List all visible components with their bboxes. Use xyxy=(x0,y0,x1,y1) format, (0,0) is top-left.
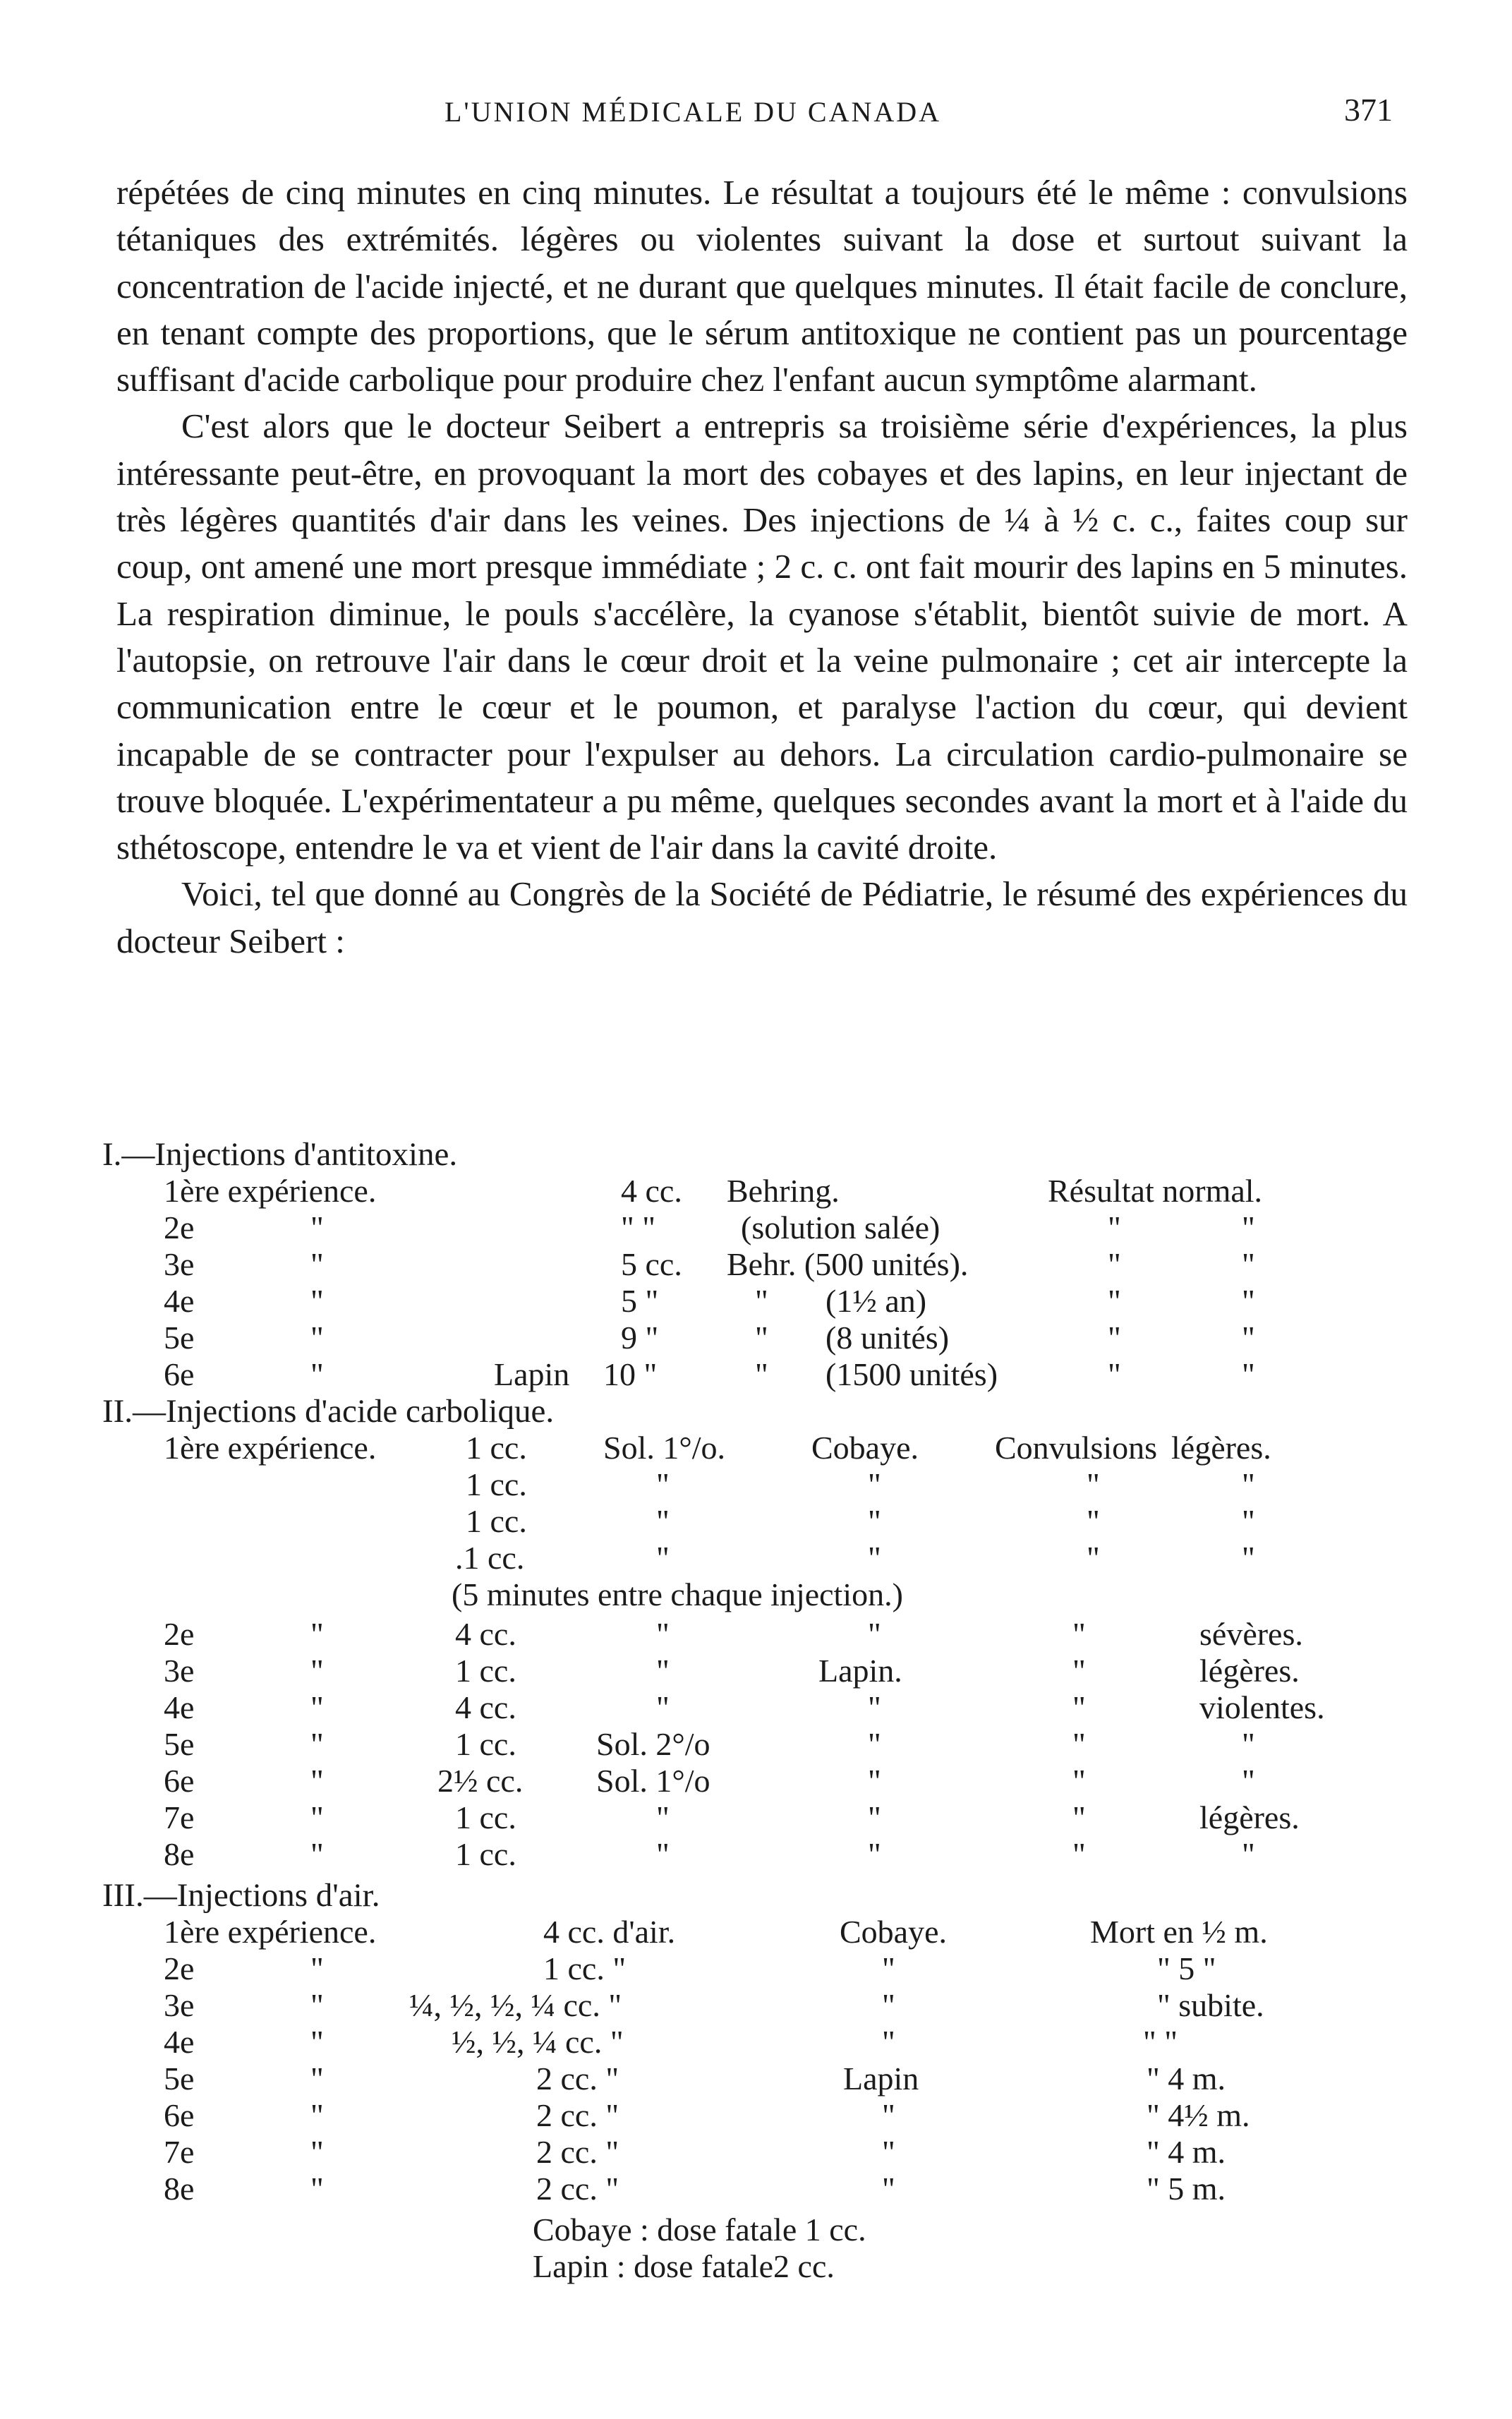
description-cell: Behring. xyxy=(727,1173,840,1209)
experience-label: 3e xyxy=(164,1987,195,2023)
result-cell: " xyxy=(1072,1726,1086,1762)
dose-cell: 9 " xyxy=(621,1320,659,1356)
ditto-mark: " xyxy=(310,2024,324,2060)
result-cell: Mort en ½ m. xyxy=(1090,1914,1268,1950)
ditto-mark: " xyxy=(310,1726,324,1762)
unit-ditto: " xyxy=(755,1320,768,1356)
animal-cell: " xyxy=(882,1987,895,2023)
solution-cell: Sol. 1°/o xyxy=(596,1763,710,1799)
ditto-mark: " xyxy=(310,1950,324,1986)
animal-cell: " xyxy=(868,1763,881,1799)
experience-label: 7e xyxy=(164,1799,195,1835)
result-cell: " xyxy=(1108,1246,1121,1282)
ditto-mark: " xyxy=(310,1616,324,1652)
experience-label: 1ère expérience. xyxy=(164,1430,377,1466)
page-number: 371 xyxy=(1344,92,1393,128)
dose-cell: 10 " xyxy=(603,1356,658,1392)
result-cell: " " xyxy=(1143,2024,1178,2060)
dose-cell: ½, ½, ¼ cc. " xyxy=(452,2024,624,2060)
ditto-mark: " xyxy=(310,1356,324,1392)
experience-label: 8e xyxy=(164,1836,195,1872)
ditto-mark: " xyxy=(310,1653,324,1689)
dose-cell: 2 cc. " xyxy=(536,2097,619,2133)
dose-cell: 4 cc. xyxy=(621,1173,682,1209)
result-ditto: " xyxy=(1242,1320,1255,1356)
result-cell: " 4½ m. xyxy=(1147,2097,1250,2133)
experience-label: 7e xyxy=(164,2134,195,2170)
ditto-mark: " xyxy=(310,2134,324,2170)
animal-cell: Cobaye. xyxy=(811,1430,919,1466)
solution-cell: " xyxy=(656,1503,670,1539)
result-ditto: " xyxy=(1242,1283,1255,1319)
solution-cell: " xyxy=(656,1689,670,1725)
experience-label: 2e xyxy=(164,1950,195,1986)
dose-cell: 2½ cc. xyxy=(437,1763,524,1799)
experience-label: 1ère expérience. xyxy=(164,1914,377,1950)
dose-cell: ¼, ½, ½, ¼ cc. " xyxy=(409,1987,622,2023)
dose-cell: 2 cc. " xyxy=(536,2061,619,2097)
dose-cell: 4 cc. d'air. xyxy=(543,1914,676,1950)
experience-label: 3e xyxy=(164,1653,195,1689)
dose-cell: 1 cc. " xyxy=(543,1950,627,1986)
dose-cell: 1 cc. xyxy=(455,1726,516,1762)
experience-label: 6e xyxy=(164,1356,195,1392)
experience-label: 2e xyxy=(164,1616,195,1652)
solution-cell: " xyxy=(656,1799,670,1835)
paragraph: répétées de cinq minutes en cinq minutes. Le résultat a toujours été le même : convulsions tétaniques des extrémités. légères ou violentes suivant la dose et surtout suivant la concentration de l'acide injecté, et ne durant que quelques minutes. Il était facile de conclure, en tenant compte des proportions, que le sérum antitoxique ne contient pas un pourcentage suffisant d'acide carbolique pour produire chez l'enfant aucun symptôme alarmant. xyxy=(116,173,1408,399)
solution-cell: " xyxy=(656,1466,670,1502)
result-detail: " xyxy=(1242,1836,1255,1872)
description-cell: Behr. (500 unités). xyxy=(727,1246,969,1282)
result-detail: légères. xyxy=(1171,1430,1271,1466)
animal-cell: " xyxy=(868,1616,881,1652)
dose-cell: 1 cc. xyxy=(466,1466,527,1502)
animal-cell: " xyxy=(868,1836,881,1872)
dose-cell: " " xyxy=(621,1210,656,1245)
result-cell: " 5 m. xyxy=(1147,2171,1226,2207)
animal-cell: " xyxy=(882,2024,895,2060)
result-cell: " 4 m. xyxy=(1147,2134,1226,2170)
result-cell: " xyxy=(1087,1466,1100,1502)
unit-ditto: " xyxy=(755,1356,768,1392)
dose-cell: 1 cc. xyxy=(455,1836,516,1872)
result-cell: " xyxy=(1072,1836,1086,1872)
result-detail: " xyxy=(1242,1540,1255,1576)
animal-cell: " xyxy=(882,2097,895,2133)
experience-label: 5e xyxy=(164,1726,195,1762)
animal-cell: Lapin. xyxy=(818,1653,902,1689)
animal-cell: Lapin xyxy=(494,1356,570,1392)
injection-interval-note: (5 minutes entre chaque injection.) xyxy=(452,1576,903,1612)
dose-cell: 5 cc. xyxy=(621,1246,682,1282)
solution-cell: " xyxy=(656,1540,670,1576)
result-detail: sévères. xyxy=(1199,1616,1303,1652)
dose-cell: 2 cc. " xyxy=(536,2134,619,2170)
solution-cell: Sol. 2°/o xyxy=(596,1726,710,1762)
experience-label: 3e xyxy=(164,1246,195,1282)
result-cell: " xyxy=(1087,1540,1100,1576)
dose-cell: 5 " xyxy=(621,1283,659,1319)
result-detail: " xyxy=(1242,1726,1255,1762)
ditto-mark: " xyxy=(310,2097,324,2133)
animal-cell: " xyxy=(868,1466,881,1502)
ditto-mark: " xyxy=(310,1987,324,2023)
section-heading: III.—Injections d'air. xyxy=(102,1877,380,1914)
unit-ditto: " xyxy=(755,1283,768,1319)
experience-label: 4e xyxy=(164,1689,195,1725)
result-ditto: " xyxy=(1242,1210,1255,1245)
experience-label: 5e xyxy=(164,2061,195,2097)
result-ditto: " xyxy=(1242,1246,1255,1282)
result-cell: " xyxy=(1108,1283,1121,1319)
result-cell: " 4 m. xyxy=(1147,2061,1226,2097)
dose-cell: 1 cc. xyxy=(466,1503,527,1539)
result-detail: " xyxy=(1242,1503,1255,1539)
ditto-mark: " xyxy=(310,1283,324,1319)
ditto-mark: " xyxy=(310,1320,324,1356)
animal-cell: Cobaye. xyxy=(840,1914,948,1950)
experience-label: 8e xyxy=(164,2171,195,2207)
animal-cell: " xyxy=(868,1799,881,1835)
solution-cell: " xyxy=(656,1836,670,1872)
animal-cell: " xyxy=(868,1726,881,1762)
experience-label: 4e xyxy=(164,1283,195,1319)
result-cell: " xyxy=(1087,1503,1100,1539)
result-cell: " xyxy=(1108,1320,1121,1356)
experience-label: 6e xyxy=(164,2097,195,2133)
section-heading: II.—Injections d'acide carbolique. xyxy=(102,1393,555,1430)
ditto-mark: " xyxy=(310,1246,324,1282)
dose-cell: 1 cc. xyxy=(466,1430,527,1466)
fatal-dose-note: Cobaye : dose fatale 1 cc. xyxy=(533,2212,866,2248)
result-cell: " 5 " xyxy=(1157,1950,1216,1986)
ditto-mark: " xyxy=(310,1763,324,1799)
dose-cell: 2 cc. " xyxy=(536,2171,619,2207)
solution-cell: " xyxy=(656,1616,670,1652)
dose-cell: 1 cc. xyxy=(455,1653,516,1689)
result-detail: " xyxy=(1242,1763,1255,1799)
ditto-mark: " xyxy=(310,1836,324,1872)
animal-cell: Lapin xyxy=(843,2061,919,2097)
journal-title: L'UNION MÉDICALE DU CANADA xyxy=(444,96,942,128)
result-detail: " xyxy=(1242,1466,1255,1502)
animal-cell: " xyxy=(868,1689,881,1725)
experience-label: 1ère expérience. xyxy=(164,1173,377,1209)
result-detail: violentes. xyxy=(1199,1689,1325,1725)
result-cell: " xyxy=(1072,1799,1086,1835)
dose-cell: 4 cc. xyxy=(455,1616,516,1652)
animal-cell: " xyxy=(868,1503,881,1539)
result-cell: " xyxy=(1108,1210,1121,1245)
result-cell: Convulsions xyxy=(995,1430,1158,1466)
dose-cell: .1 cc. xyxy=(455,1540,525,1576)
experience-label: 6e xyxy=(164,1763,195,1799)
result-cell: " xyxy=(1072,1653,1086,1689)
ditto-mark: " xyxy=(310,1799,324,1835)
ditto-mark: " xyxy=(310,2171,324,2207)
description-cell: (1½ an) xyxy=(825,1283,927,1319)
description-cell: (8 unités) xyxy=(825,1320,950,1356)
result-cell: " xyxy=(1072,1689,1086,1725)
experience-label: 5e xyxy=(164,1320,195,1356)
experience-label: 4e xyxy=(164,2024,195,2060)
animal-cell: " xyxy=(868,1540,881,1576)
solution-cell: " xyxy=(656,1653,670,1689)
dose-cell: 4 cc. xyxy=(455,1689,516,1725)
ditto-mark: " xyxy=(310,2061,324,2097)
result-cell: " xyxy=(1072,1616,1086,1652)
result-cell: " xyxy=(1108,1356,1121,1392)
fatal-dose-note: Lapin : dose fatale2 cc. xyxy=(533,2248,835,2284)
animal-cell: " xyxy=(882,2134,895,2170)
description-cell: (solution salée) xyxy=(741,1210,941,1245)
experience-label: 2e xyxy=(164,1210,195,1245)
animal-cell: " xyxy=(882,2171,895,2207)
result-detail: légères. xyxy=(1199,1653,1300,1689)
dose-cell: 1 cc. xyxy=(455,1799,516,1835)
ditto-mark: " xyxy=(310,1689,324,1725)
result-detail: légères. xyxy=(1199,1799,1300,1835)
result-cell: Résultat normal. xyxy=(1048,1173,1263,1209)
animal-cell: " xyxy=(882,1950,895,1986)
paragraph: Voici, tel que donné au Congrès de la Société de Pédiatrie, le résumé des expériences du docteur Seibert : xyxy=(116,874,1408,960)
paragraph: C'est alors que le docteur Seibert a entrepris sa troisième série d'expériences, la plus intéressante peut-être, en provoquant la mort des cobayes et des lapins, en leur injectant de très légères quantités d'air dans les veines. Des injections de ¼ à ½ c. c., faites coup sur coup, ont amené une mort presque immédiate ; 2 c. c. ont fait mourir des lapins en 5 minutes. La respiration diminue, le pouls s'accélère, la cyanose s'établit, bientôt suivie de mort. A l'autopsie, on retrouve l'air dans le cœur droit et la veine pulmonaire ; cet air intercepte la communication entre le cœur et le poumon, et paralyse l'action du cœur, qui devient incapable de se contracter pour l'expulser au dehors. La circulation cardio-pulmonaire se trouve bloquée. L'expérimentateur a pu même, quelques secondes avant la mort et à l'aide du sthétoscope, entendre le va et vient de l'air dans la cavité droite. xyxy=(116,406,1408,867)
description-cell: (1500 unités) xyxy=(825,1356,998,1392)
result-ditto: " xyxy=(1242,1356,1255,1392)
result-cell: " subite. xyxy=(1157,1987,1264,2023)
result-cell: " xyxy=(1072,1763,1086,1799)
section-heading: I.—Injections d'antitoxine. xyxy=(102,1136,458,1173)
solution-cell: Sol. 1°/o. xyxy=(603,1430,726,1466)
ditto-mark: " xyxy=(310,1210,324,1245)
